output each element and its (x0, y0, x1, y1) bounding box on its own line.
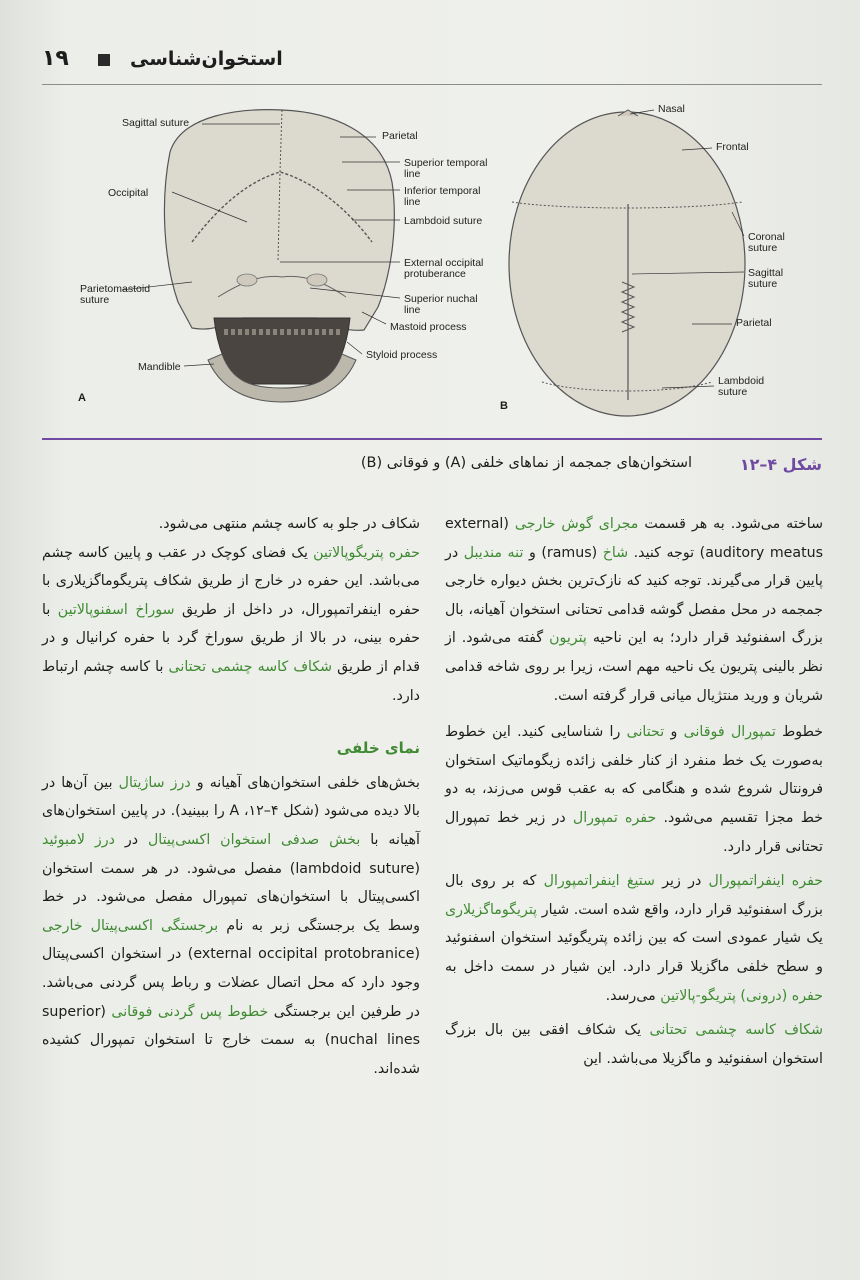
paragraph: ساخته می‌شود. به هر قسمت مجرای گوش خارجی (external auditory meatus) توجه کنید. شاخ (ramus) و تنه مندیبل در پایین قرار می‌گیرند. توجه کنید که نازک‌ترین بخش دیواره خارجی جمجمه در محل مفصل گوشه قدامی تحتانی استخوان آهیانه، بال بزرگ اسفنوئید قرار دارد؛ به این ناحیه پتریون گفته می‌شود. از نظر بالینی پتریون یک ناحیه مهم است، زیرا بر روی شاخه قدامی شریان و ورید منتژیال میانی قرار گرفته است. (445, 516, 824, 704)
figure-caption (42, 455, 822, 481)
page-header (0, 38, 860, 88)
header-rule (42, 84, 822, 85)
label-mandible: Mandible (138, 361, 181, 373)
paragraph: شکاف کاسه چشمی تحتانی یک شکاف افقی بین بال بزرگ استخوان اسفنوئید و ماگزیلا می‌باشد. این (445, 1022, 823, 1067)
label-inferior-temporal-line: Inferior temporal line (404, 185, 481, 208)
label-sagittal-suture-b: Sagittal suture (748, 267, 784, 290)
figure-caption-text: استخوان‌های جمجمه از نماهای خلفی (A) و فوقانی (B) (360, 455, 692, 471)
skull-figure (42, 92, 822, 432)
posterior-skull-drawing (164, 110, 394, 402)
label-superior-nuchal-line: Superior nuchal line (404, 293, 478, 316)
label-frontal: Frontal (716, 141, 749, 153)
figure-number: شکل ۴–۱۲ (739, 455, 822, 474)
label-occipital: Occipital (108, 187, 149, 199)
label-styloid-process: Styloid process (366, 349, 438, 361)
label-mastoid-process: Mastoid process (390, 321, 467, 333)
superior-skull-drawing (509, 110, 745, 416)
paragraph: بخش‌های خلفی استخوان‌های آهیانه و درز ساژیتال بین آن‌ها در بالا دیده می‌شود (شکل ۴–۱۲، A را ببینید). در پایین استخوان‌های آهیانه با بخش صدفی استخوان اکسی‌پیتال در درز لامبوئید (lambdoid suture) مفصل می‌شود. در هر سمت استخوان اکسی‌پیتال با استخوان‌های تمپورال مفصل می‌شود. در خط وسط یک برجستگی زبر به نام برجستگی اکسی‌پیتال خارجی (external occipital protobranice) در استخوان اکسی‌پیتال وجود دارد که محل اتصال عضلات و رباط پس گردنی می‌باشد. در طرفین این برجستگی خطوط پس گردنی فوقانی (superior nuchal lines) به سمت خارج تا استخوان تمپورال کشیده شده‌اند. (42, 774, 421, 1077)
label-lambdoid-suture-b: Lambdoid suture (718, 375, 765, 398)
label-external-occipital-protuberance: External occipital protuberance (404, 257, 484, 280)
label-parietal-a: Parietal (382, 130, 418, 142)
running-title: استخوان‌شناسی (130, 48, 283, 70)
label-lambdoid-suture-a: Lambdoid suture (404, 215, 483, 227)
page-number: ۱۹ (42, 46, 69, 71)
label-sagittal-suture-a: Sagittal suture (122, 117, 190, 129)
paragraph: خطوط تمپورال فوقانی و تحتانی را شناسایی کنید. این خطوط به‌صورت یک خط منفرد از کنار خلفی زائده زیگوماتیک استخوان فرونتال شروع شده و هنگامی که به عقب قوس می‌زند، به دو خط مجزا تقسیم می‌شود. حفره تمپورال در زیر خط تمپورال تحتانی قرار دارد. (445, 724, 823, 855)
label-nasal: Nasal (658, 103, 685, 115)
paragraph: حفره پتریگوپالاتین یک فضای کوچک در عقب و پایین کاسه چشم می‌باشد. این حفره در خارج از طریق شکاف پتریگوماگزیلاری با حفره اینفراتمپورال، در داخل از طریق سوراخ اسفنوپالاتین با حفره بینی، در بالا از طریق سوراخ گرد با حفره کرانیال و در قدام از طریق شکاف کاسه چشمی تحتانی با کاسه چشم ارتباط دارد. (42, 544, 420, 704)
panel-letter-a: A (78, 392, 86, 404)
label-parietal-b: Parietal (736, 317, 772, 329)
paragraph: حفره اینفراتمپورال در زیر ستیغ اینفراتمپورال که بر روی بال بزرگ اسفنوئید قرار دارد، واقع شده است. شیار پتریگوماگزیلاری یک شیار عمودی است که بین زائده پتریگوئید استخوان اسفنوئید و سطح خلفی ماگزیلا قرار دارد. این شیار در سمت داخل به حفره (درونی) پتریگو-پالاتین می‌رسد. (445, 873, 824, 1004)
left-text-column (42, 510, 420, 1083)
caption-rule (42, 438, 822, 440)
section-heading: نمای خلفی (336, 739, 420, 758)
label-parietomastoid-suture: Parietomastoid suture (80, 283, 151, 306)
label-coronal-suture: Coronal suture (748, 231, 785, 254)
header-square-ornament (98, 54, 110, 66)
right-text-column (445, 510, 823, 1073)
panel-letter-b: B (500, 400, 508, 412)
label-superior-temporal-line: Superior temporal line (404, 157, 488, 180)
paragraph: شکاف در جلو به کاسه چشم منتهی می‌شود. (158, 516, 420, 532)
